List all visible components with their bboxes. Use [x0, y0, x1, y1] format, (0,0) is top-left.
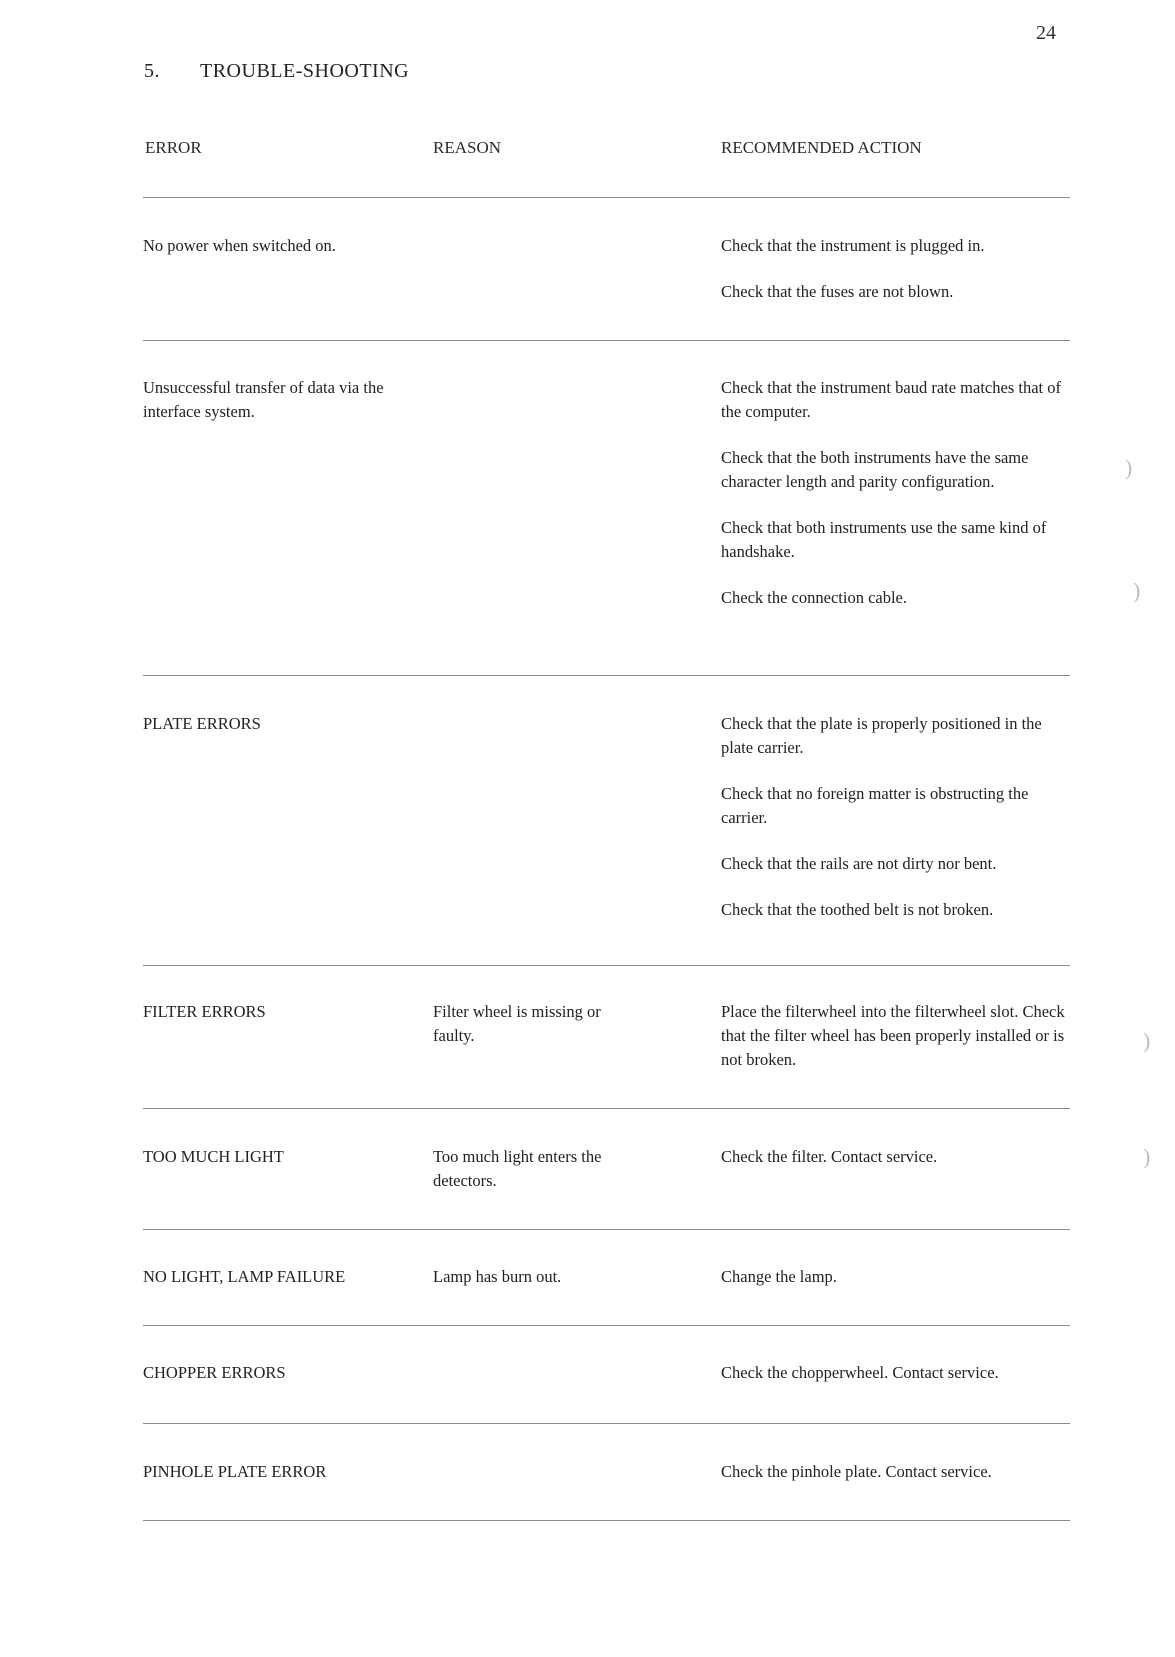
reason-cell: Lamp has burn out.: [433, 1267, 562, 1286]
divider: [143, 1108, 1070, 1109]
action-item: Check that the both instruments have the same character length and parity configuration.: [721, 448, 1029, 491]
page-number: 24: [1036, 22, 1056, 44]
action-item: Check that the instrument baud rate matches that of the computer.: [721, 378, 1061, 421]
scan-artifact: ): [1125, 455, 1133, 480]
action-cell: [721, 1265, 1076, 1289]
action-cell: [721, 1000, 1076, 1072]
action-item: Check that the instrument is plugged in.: [721, 236, 985, 255]
header-reason: REASON: [433, 138, 502, 157]
action-item: Check that no foreign matter is obstructing the carrier.: [721, 784, 1029, 827]
action-cell: [721, 712, 1076, 922]
error-cell: PINHOLE PLATE ERROR: [143, 1462, 327, 1481]
scan-artifact: ): [1143, 1144, 1151, 1169]
header-action: RECOMMENDED ACTION: [721, 138, 922, 157]
divider: [143, 1325, 1070, 1326]
error-cell: NO LIGHT, LAMP FAILURE: [143, 1267, 346, 1286]
divider: [143, 1423, 1070, 1424]
error-cell: Unsuccessful transfer of data via the interface system.: [143, 378, 384, 421]
divider: [143, 197, 1070, 198]
action-item: Check that the rails are not dirty nor bent.: [721, 854, 997, 873]
action-item: Check the filter. Contact service.: [721, 1147, 938, 1166]
action-item: Check that the fuses are not blown.: [721, 282, 954, 301]
action-item: Check the pinhole plate. Contact service.: [721, 1462, 992, 1481]
action-item: Place the filterwheel into the filterwheel slot. Check that the filter wheel has been properly installed or is not broken.: [721, 1002, 1065, 1069]
action-item: Check the connection cable.: [721, 588, 908, 607]
error-cell: TOO MUCH LIGHT: [143, 1147, 284, 1166]
action-cell: [721, 1361, 1076, 1385]
action-item: Check that the toothed belt is not broken.: [721, 900, 994, 919]
scan-artifact: ): [1143, 1028, 1151, 1053]
action-item: Check the chopperwheel. Contact service.: [721, 1363, 999, 1382]
action-cell: [721, 1145, 1076, 1169]
action-item: Change the lamp.: [721, 1267, 837, 1286]
error-cell: FILTER ERRORS: [143, 1002, 266, 1021]
divider: [143, 1520, 1070, 1521]
action-item: Check that the plate is properly positioned in the plate carrier.: [721, 714, 1042, 757]
divider: [143, 675, 1070, 676]
header-error: ERROR: [145, 138, 202, 157]
divider: [143, 340, 1070, 341]
section-title-text: TROUBLE-SHOOTING: [200, 60, 410, 82]
reason-cell: Filter wheel is missing or faulty.: [433, 1002, 601, 1045]
reason-cell: Too much light enters the detectors.: [433, 1147, 602, 1190]
section-title: [144, 60, 409, 83]
action-item: Check that both instruments use the same kind of handshake.: [721, 518, 1047, 561]
divider: [143, 965, 1070, 966]
action-cell: [721, 376, 1076, 610]
action-cell: [721, 234, 1076, 304]
section-number: 5.: [144, 60, 160, 82]
action-cell: [721, 1460, 1076, 1484]
error-cell: CHOPPER ERRORS: [143, 1363, 286, 1382]
error-cell: No power when switched on.: [143, 236, 336, 255]
error-cell: PLATE ERRORS: [143, 714, 261, 733]
divider: [143, 1229, 1070, 1230]
scan-artifact: ): [1133, 578, 1141, 603]
